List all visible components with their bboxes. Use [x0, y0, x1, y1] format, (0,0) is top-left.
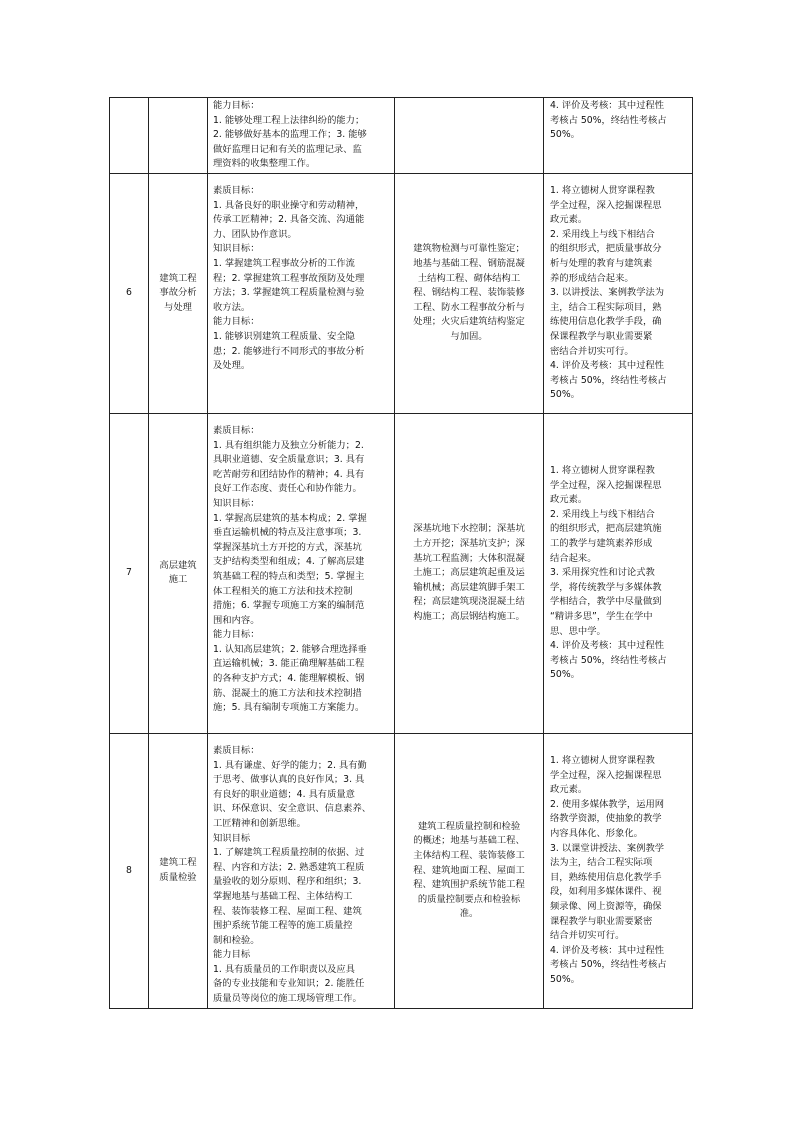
course-content — [395, 733, 544, 1008]
course-name — [149, 98, 208, 174]
method-line: 2. 采用线上与线下相结合 — [550, 508, 655, 520]
goal-line: 于思考、做事认真的良好作风；3. 具 — [213, 774, 365, 786]
method-line: 考核占 50%，终结性考核占 — [550, 374, 667, 386]
goal-line: 收方法。 — [213, 301, 251, 313]
method-line: 50%。 — [550, 973, 580, 985]
goal-line: 素质目标： — [213, 744, 260, 756]
method-line: 1. 将立德树人贯穿课程教 — [550, 755, 655, 767]
content-line: 的概述；地基与基础工程、 — [413, 835, 525, 847]
course-goals — [208, 733, 395, 1008]
content-line: 深基坑地下水控制；深基坑 — [413, 523, 525, 535]
goal-line: 1. 具有组织能力及独立分析能力；2. — [213, 439, 364, 451]
goal-line: 直运输机械；3. 能正确理解基础工程 — [213, 658, 365, 670]
goal-line: 力、团队协作意识。 — [213, 228, 297, 240]
teaching-methods — [544, 733, 693, 1008]
goal-line: 知识目标： — [213, 497, 260, 509]
method-line: 络教学资源，使抽象的教学 — [550, 813, 662, 825]
method-line: 主，结合工程实际项目，熟 — [550, 301, 662, 313]
content-line: 基坑工程监测；大体积混凝 — [413, 552, 525, 564]
goal-line: 掌握深基坑土方开挖的方式，深基坑 — [213, 541, 362, 553]
course-name-line: 高层建筑 — [159, 559, 197, 571]
course-content — [395, 173, 544, 413]
table-row — [110, 173, 693, 413]
teaching-methods — [544, 173, 693, 413]
goal-line: 措施；6. 掌握专项施工方案的编制范 — [213, 600, 365, 612]
goal-line: 的各种支护方式；4. 能理解模板、钢 — [213, 673, 365, 685]
goal-line: 支护结构类型和组成；4. 了解高层建 — [213, 556, 365, 568]
goal-line: 能力目标： — [213, 629, 260, 641]
goal-line: 施；5. 具有编制专项施工方案能力。 — [213, 702, 365, 714]
method-line: 学全过程，深入挖掘课程思 — [550, 769, 662, 781]
goal-line: 质量员等岗位的施工现场管理工作。 — [213, 993, 362, 1005]
table-row — [110, 733, 693, 1008]
teaching-methods — [544, 413, 693, 733]
goal-line: 2. 能够做好基本的监理工作；3. 能够 — [213, 129, 367, 141]
goal-line: 1. 认知高层建筑；2. 能够合理选择垂 — [213, 643, 367, 655]
goal-line: 1. 具备良好的职业操守和劳动精神， — [213, 199, 365, 211]
goal-line: 1. 能够处理工程上法律纠纷的能力； — [213, 114, 365, 126]
table-row — [110, 98, 693, 174]
goal-line: 具职业道德、安全质量意识；3. 具有 — [213, 454, 365, 466]
goal-line: 有良好的职业道德；4. 具有质量意 — [213, 788, 355, 800]
row-number: 8 — [110, 733, 149, 1008]
goal-line: 垂直运输机械的特点及注意事项；3. — [213, 527, 362, 539]
goal-line: 理资料的收集整理工作。 — [213, 158, 316, 170]
goal-line: 程；2. 掌握建筑工程事故预防及处理 — [213, 272, 365, 284]
content-line: 主体结构工程、装饰装修工 — [413, 849, 525, 861]
content-line: 准。 — [459, 908, 479, 920]
teaching-methods — [544, 98, 693, 174]
goal-line: 识、环保意识、安全意识、信息素养、 — [213, 803, 372, 815]
method-line: 的组织形式，把高层建筑施 — [550, 523, 662, 535]
method-line: 考核占 50%，终结性考核占 — [550, 654, 667, 666]
goal-line: 围护系统节能工程等的施工质量控 — [213, 920, 353, 932]
goal-line: 掌握地基与基础工程、主体结构工 — [213, 890, 353, 902]
goal-line: 知识目标： — [213, 243, 260, 255]
content-line: 工程、防水工程事故分析与 — [413, 301, 525, 313]
content-line: 建筑物检测与可靠性鉴定； — [413, 243, 525, 255]
goal-line: 做好监理日记和有关的监理记录、监 — [213, 143, 362, 155]
goal-line: 素质目标： — [213, 424, 260, 436]
course-goals — [208, 98, 395, 174]
goal-line: 能力目标： — [213, 316, 260, 328]
method-line: 密结合并切实可行。 — [550, 345, 634, 357]
method-line: 3. 以讲授法、案例教学法为 — [550, 287, 665, 299]
method-line: 50%。 — [550, 669, 580, 681]
method-line: 内容具体化、形象化。 — [550, 828, 643, 840]
goal-line: 良好工作态度、责任心和协作能力。 — [213, 483, 362, 495]
method-line: 考核占 50%，终结性考核占 — [550, 114, 667, 126]
course-name-line: 事故分析 — [159, 287, 197, 299]
content-line: 程；高层建筑现浇混凝土结 — [413, 596, 525, 608]
goal-line: 知识目标 — [213, 832, 251, 844]
goal-line: 筋、混凝土的施工方法和技术控制措 — [213, 687, 362, 699]
course-name — [149, 173, 208, 413]
method-line: 学，将传统教学与多媒体教 — [550, 581, 662, 593]
method-line: 练使用信息化教学手段，确 — [550, 316, 662, 328]
course-name — [149, 733, 208, 1008]
content-line: 程、建筑围护系统节能工程 — [413, 879, 525, 891]
course-content — [395, 98, 544, 174]
method-line: 思、思中学。 — [550, 625, 606, 637]
method-line: 法为主，结合工程实际项 — [550, 857, 653, 869]
course-name-line: 建筑工程 — [159, 272, 197, 284]
content-line: 处理；火灾后建筑结构鉴定 — [413, 316, 525, 328]
goal-line: 传承工匠精神；2. 具备交流、沟通能 — [213, 214, 365, 226]
content-line: 建筑工程质量控制和检验 — [417, 820, 521, 832]
course-name-line: 建筑工程 — [159, 857, 197, 869]
course-table-body — [110, 98, 693, 1009]
row-number: 7 — [110, 413, 149, 733]
content-line: 的质量控制要点和检验标 — [417, 893, 521, 905]
method-line: 考核占 50%，终结性考核占 — [550, 959, 667, 971]
content-line: 土方开挖；深基坑支护；深 — [413, 537, 525, 549]
content-line: 地基与基础工程、钢筋混凝 — [413, 257, 525, 269]
course-table — [109, 97, 693, 1009]
goal-line: 及处理。 — [213, 360, 251, 372]
goal-line: 围和内容。 — [213, 614, 260, 626]
goal-line: 筑基础工程的特点和类型；5. 掌握主 — [213, 570, 365, 582]
goal-line: 方法；3. 掌握建筑工程质量检测与验 — [213, 287, 365, 299]
goal-line: 程、内容和方法；2. 熟悉建筑工程质 — [213, 861, 365, 873]
method-line: 4. 评价及考核：其中过程性 — [550, 640, 665, 652]
method-line: 段，如利用多媒体课件、视 — [550, 886, 662, 898]
course-name — [149, 413, 208, 733]
method-line: 4. 评价及考核：其中过程性 — [550, 100, 665, 111]
content-line: 程、建筑地面工程、屋面工 — [413, 864, 525, 876]
goal-line: 患；2. 能够进行不同形式的事故分析 — [213, 345, 365, 357]
method-line: “精讲多思”，学生在学中 — [550, 610, 653, 622]
content-line: 输机械；高层建筑脚手架工 — [413, 581, 525, 593]
method-line: 50%。 — [550, 389, 580, 401]
method-line: 4. 评价及考核：其中过程性 — [550, 944, 665, 956]
row-number: 6 — [110, 173, 149, 413]
method-line: 养的形成结合起来。 — [550, 272, 634, 284]
table-row — [110, 413, 693, 733]
method-line: 学全过程，深入挖掘课程思 — [550, 199, 662, 211]
goal-line: 1. 掌握高层建筑的基本构成；2. 掌握 — [213, 512, 367, 524]
course-goals — [208, 173, 395, 413]
goal-line: 1. 能够识别建筑工程质量、安全隐 — [213, 330, 355, 342]
content-line: 构施工；高层钢结构施工。 — [413, 610, 525, 622]
course-goals — [208, 413, 395, 733]
method-line: 学相结合，教学中尽量做到 — [550, 596, 662, 608]
goal-line: 工匠精神和创新思维。 — [213, 817, 306, 829]
course-name-line: 质量检验 — [159, 871, 197, 883]
method-line: 政元素。 — [550, 494, 588, 506]
content-line: 土施工；高层建筑起重及运 — [413, 567, 525, 579]
goal-line: 程、装饰装修工程、屋面工程、建筑 — [213, 905, 362, 917]
method-line: 保课程教学与职业需要紧 — [550, 330, 653, 342]
goal-line: 制和检验。 — [213, 934, 260, 946]
content-line: 与加固。 — [450, 330, 488, 342]
method-line: 4. 评价及考核：其中过程性 — [550, 360, 665, 372]
method-line: 目，熟练使用信息化教学手 — [550, 871, 662, 883]
method-line: 1. 将立德树人贯穿课程教 — [550, 465, 655, 477]
goal-line: 1. 具有质量员的工作职责以及应具 — [213, 963, 355, 975]
course-name-line: 施工 — [168, 574, 188, 586]
method-line: 2. 使用多媒体教学，运用网 — [550, 798, 665, 810]
method-line: 1. 将立德树人贯穿课程教 — [550, 185, 655, 197]
method-line: 3. 采用探究性和讨论式教 — [550, 567, 655, 579]
goal-line: 能力目标 — [213, 949, 251, 961]
method-line: 结合起来。 — [550, 552, 597, 564]
method-line: 政元素。 — [550, 214, 588, 226]
method-line: 的组织形式，把质量事故分 — [550, 243, 662, 255]
method-line: 3. 以课堂讲授法、案例教学 — [550, 842, 665, 854]
goal-line: 1. 掌握建筑工程事故分析的工作流 — [213, 257, 355, 269]
method-line: 工的教学与建筑素养形成 — [550, 537, 653, 549]
method-line: 结合并切实可行。 — [550, 930, 625, 942]
method-line: 频录像、网上资源等，确保 — [550, 901, 662, 912]
method-line: 政元素。 — [550, 784, 588, 796]
goal-line: 备的专业技能和专业知识；2. 能胜任 — [213, 978, 365, 990]
goal-line: 量验收的划分原则、程序和组织；3. — [213, 876, 362, 888]
course-content — [395, 413, 544, 733]
method-line: 学全过程，深入挖掘课程思 — [550, 479, 662, 491]
course-name-line: 与处理 — [164, 301, 192, 313]
goal-line: 能力目标： — [213, 100, 260, 111]
content-line: 土结构工程、砌体结构工 — [417, 272, 521, 284]
content-line: 程、钢结构工程、装饰装修 — [413, 287, 525, 299]
method-line: 析与处理的教育与建筑素 — [550, 257, 653, 269]
goal-line: 1. 了解建筑工程质量控制的依据、过 — [213, 847, 365, 859]
goal-line: 体工程相关的施工方法和技术控制 — [213, 585, 353, 597]
method-line: 2. 采用线上与线下相结合 — [550, 228, 655, 240]
method-line: 50%。 — [550, 129, 580, 141]
goal-line: 1. 具有谦虚、好学的能力；2. 具有勤 — [213, 759, 367, 771]
method-line: 课程教学与职业需要紧密 — [550, 915, 653, 927]
goal-line: 吃苦耐劳和团结协作的精神；4. 具有 — [213, 468, 365, 480]
row-number — [110, 98, 149, 174]
goal-line: 素质目标： — [213, 184, 260, 196]
